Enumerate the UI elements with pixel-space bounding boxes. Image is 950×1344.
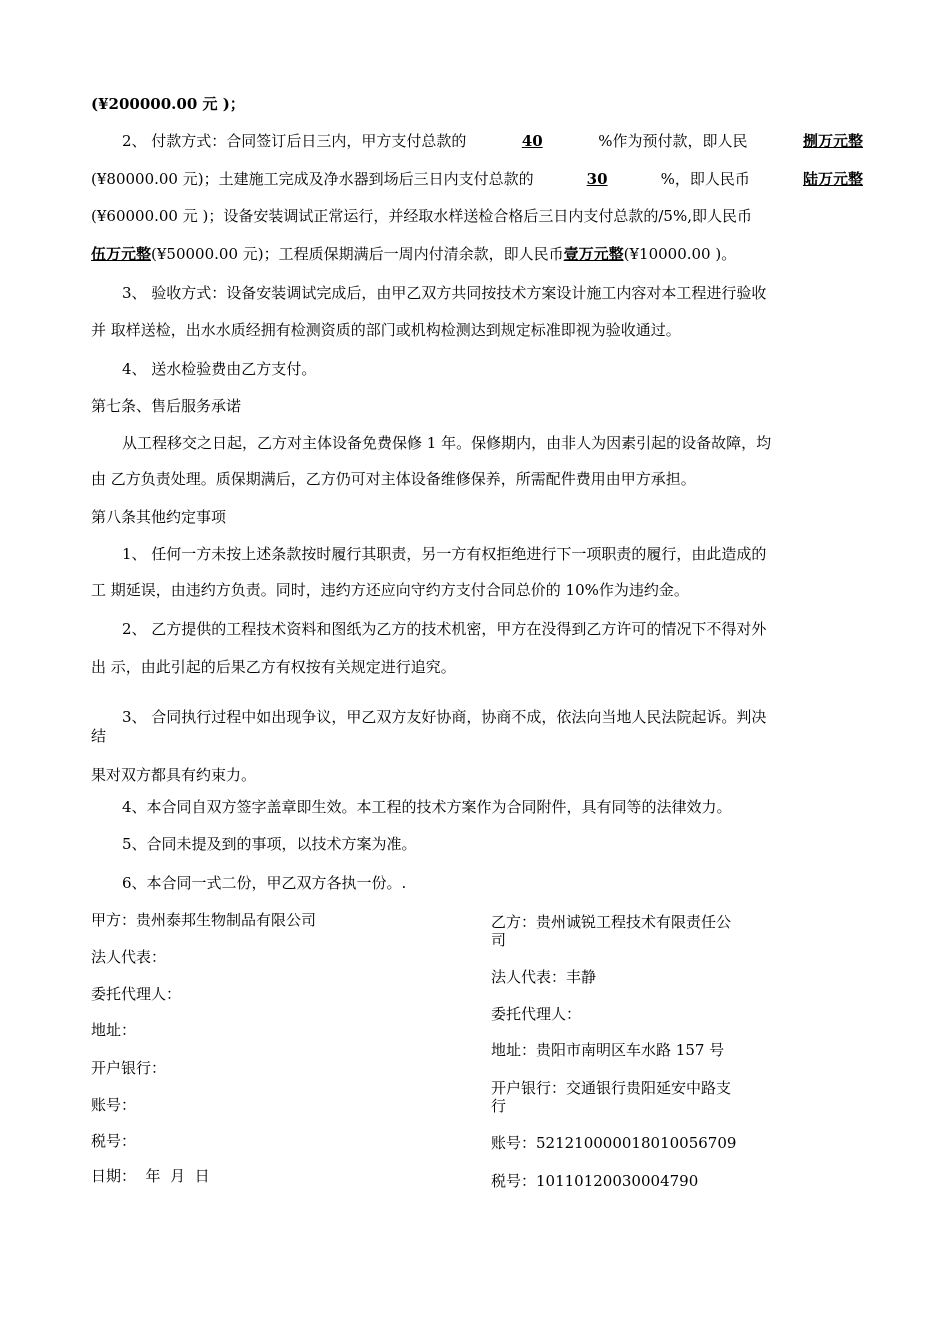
article-8-item-2-line-1: 2、 乙方提供的工程技术资料和图纸为乙方的技术机密，甲方在没得到乙方许可的情况下不得对外 (122, 620, 767, 638)
party-a-address: 地址： (91, 1021, 137, 1039)
party-b-bank-wrap: 行 (491, 1097, 507, 1115)
party-b-address: 地址：贵阳市南明区车水路 157 号 (491, 1041, 725, 1059)
article-8-item-3-line-1-wrap: 结 (91, 727, 107, 745)
party-a-agent: 委托代理人： (91, 985, 182, 1003)
party-b-agent: 委托代理人： (491, 1005, 582, 1023)
payment-line-3 (91, 169, 863, 189)
party-b-legal-rep: 法人代表：丰静 (491, 968, 597, 986)
party-b-bank: 开户银行：交通银行贵阳延安中路支 (491, 1079, 732, 1097)
party-a-name: 甲方：贵州泰邦生物制品有限公司 (91, 911, 317, 929)
payment-clause-2-text-b: %作为预付款，即人民 (598, 132, 748, 150)
payment-line-2 (122, 131, 863, 151)
acceptance-line-1: 3、 验收方式：设备安装调试完成后，由甲乙双方共同按技术方案设计施工内容对本工程进行验收 (122, 284, 767, 302)
prepay-percent: 40 (521, 132, 543, 150)
article-8-item-6: 6、本合同一式二份，甲乙双方各执一份。. (122, 874, 407, 892)
prepay-amount: 捌万元整 (802, 132, 863, 150)
second-payment-percent: 30 (586, 170, 608, 188)
party-b-tax: 税号：10110120030004790 (491, 1172, 699, 1190)
party-b-name: 乙方：贵州诚锐工程技术有限责任公 (491, 913, 732, 931)
article-8-item-1-line-1: 1、 任何一方未按上述条款按时履行其职责，另一方有权拒绝进行下一项职责的履行，由此造成的 (122, 545, 767, 563)
third-payment-amount: 伍万元整 (91, 245, 152, 263)
payment-line-1: (¥200000.00 元 )； (91, 95, 245, 113)
second-payment-amount: 陆万元整 (802, 170, 863, 188)
article-7-title: 第七条、售后服务承诺 (91, 397, 242, 415)
payment-line-3-text: (¥80000.00 元)；土建施工完成及净水器到场后三日内支付总款的 (91, 170, 534, 188)
article-8-title: 第八条其他约定事项 (91, 508, 227, 526)
party-a-date: 日期： 年 月 日 (91, 1167, 210, 1185)
article-8-item-3-line-1: 3、 合同执行过程中如出现争议，甲乙双方友好协商，协商不成，依法向当地人民法院起诉。判决 (122, 708, 767, 726)
party-a-bank: 开户银行： (91, 1059, 167, 1077)
payment-line-3-text-b: %，即人民币 (660, 170, 750, 188)
payment-line-4: (¥60000.00 元 )；设备安装调试正常运行，并经取水样送检合格后三日内支付总款的/5%,即人民币 (91, 207, 752, 225)
payment-line-5-text: (¥50000.00 元)；工程质保期满后一周内付清余款，即人民币 (151, 245, 564, 263)
inspection-fee-line: 4、 送水检验费由乙方支付。 (122, 360, 317, 378)
party-b-account: 账号：521210000018010056709 (491, 1134, 737, 1152)
article-7-line-1: 从工程移交之日起，乙方对主体设备免费保修 1 年。保修期内，由非人为因素引起的设备故障，均 (122, 434, 772, 452)
article-8-item-1-line-2: 工 期延误，由违约方负责。同时，违约方还应向守约方支付合同总价的 10%作为违约金。 (91, 581, 689, 599)
article-8-item-2-line-2: 出 示，由此引起的后果乙方有权按有关规定进行追究。 (91, 658, 456, 676)
article-7-line-2: 由 乙方负责处理。质保期满后，乙方仍可对主体设备维修保养，所需配件费用由甲方承担。 (91, 470, 696, 488)
party-a-account: 账号： (91, 1096, 137, 1114)
article-8-item-3-line-2: 果对双方都具有约束力。 (91, 766, 257, 784)
party-b-name-wrap: 司 (491, 931, 507, 949)
party-a-legal-rep: 法人代表： (91, 948, 167, 966)
payment-clause-2-text: 2、 付款方式：合同签订后日三内，甲方支付总款的 (122, 132, 467, 150)
acceptance-line-2: 并 取样送检，出水水质经拥有检测资质的部门或机构检测达到规定标准即视为验收通过。 (91, 321, 681, 339)
party-a-tax: 税号： (91, 1132, 137, 1150)
article-8-item-5: 5、合同未提及到的事项，以技术方案为准。 (122, 835, 417, 853)
payment-line-5 (91, 244, 736, 264)
article-8-item-4: 4、本合同自双方签字盖章即生效。本工程的技术方案作为合同附件，具有同等的法律效力。 (122, 798, 732, 816)
final-payment-amount: 壹万元整 (563, 245, 624, 263)
payment-line-5-text-b: (¥10000.00 )。 (623, 245, 737, 263)
